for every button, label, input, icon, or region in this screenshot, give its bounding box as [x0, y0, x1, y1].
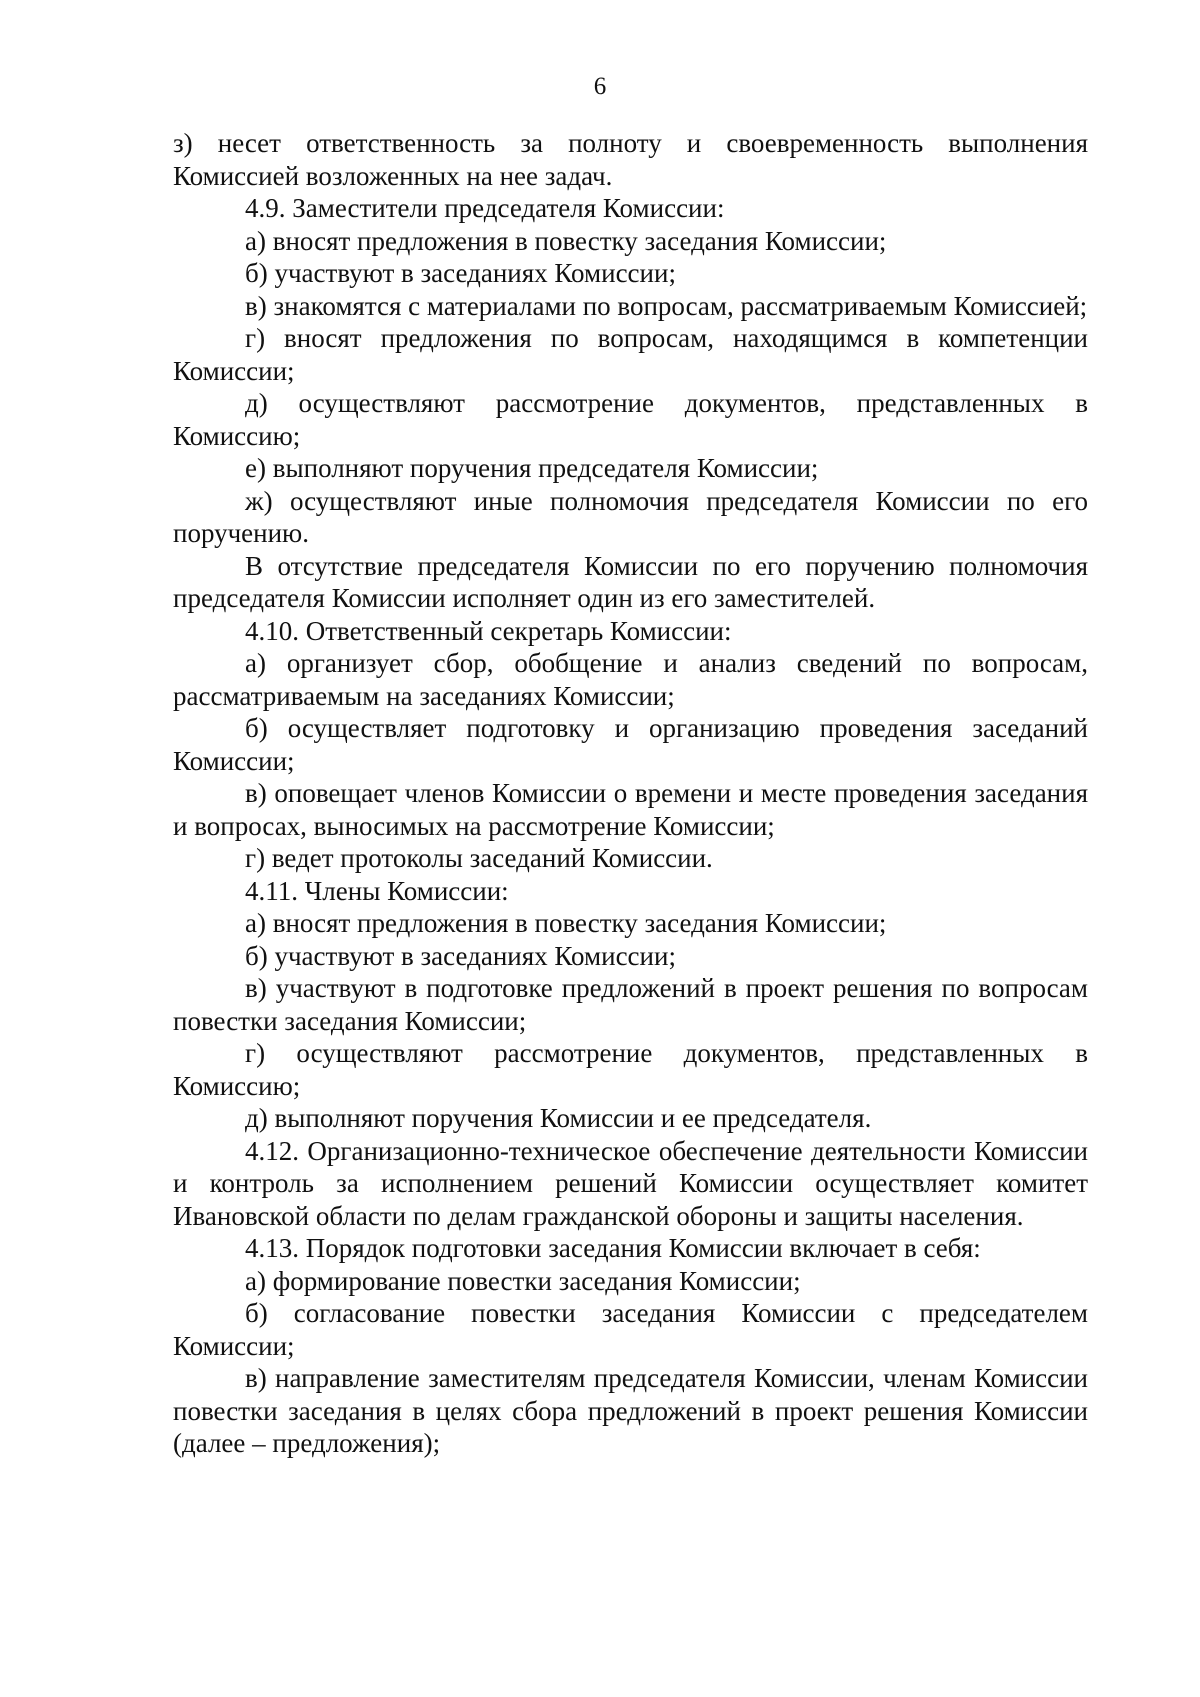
- paragraph: в) участвуют в подготовке предложений в проект решения по вопросам повестки заседания Комиссии;: [173, 973, 1088, 1036]
- paragraph: в) знакомятся с материалами по вопросам, рассматриваемым Комиссией;: [245, 290, 1088, 321]
- paragraph: а) вносят предложения в повестку заседания Комиссии;: [245, 225, 887, 256]
- paragraph: г) ведет протоколы заседаний Комиссии.: [245, 843, 713, 873]
- paragraph: 4.9. Заместители председателя Комиссии:: [245, 193, 725, 223]
- paragraph: в) оповещает членов Комиссии о времени и месте проведения заседания и вопросах, выносимых на рассмотрение Комиссии;: [173, 778, 1088, 841]
- paragraph: 4.11. Члены Комиссии:: [245, 875, 509, 906]
- document-body: [173, 127, 1088, 1460]
- paragraph: а) вносят предложения в повестку заседания Комиссии;: [245, 908, 887, 938]
- paragraph: 4.13. Порядок подготовки заседания Комиссии включает в себя:: [245, 1233, 981, 1263]
- paragraph: а) организует сбор, обобщение и анализ сведений по вопросам, рассматриваемым на заседаниях Комиссии;: [173, 648, 1088, 711]
- page-number: 6: [593, 73, 607, 100]
- paragraph: б) осуществляет подготовку и организацию проведения заседаний Комиссии;: [173, 713, 1088, 776]
- paragraph: г) вносят предложения по вопросам, находящимся в компетенции Комиссии;: [173, 323, 1088, 386]
- paragraph: 4.12. Организационно-техническое обеспечение деятельности Комиссии и контроль за исполнением решений Комиссии осуществляет комитет Ивановской области по делам гражданской обороны и защиты населения.: [173, 1135, 1088, 1231]
- paragraph: а) формирование повестки заседания Комиссии;: [245, 1265, 801, 1296]
- paragraph: е) выполняют поручения председателя Комиссии;: [245, 453, 819, 483]
- paragraph: ж) осуществляют иные полномочия председателя Комиссии по его поручению.: [173, 485, 1088, 548]
- paragraph: б) участвуют в заседаниях Комиссии;: [245, 940, 676, 971]
- paragraph: б) согласование повестки заседания Комиссии с председателем Комиссии;: [173, 1298, 1088, 1361]
- paragraph: д) выполняют поручения Комиссии и ее председателя.: [245, 1103, 872, 1133]
- paragraph: з) несет ответственность за полноту и своевременность выполнения Комиссией возложенных на нее задач.: [173, 128, 1088, 191]
- paragraph: 4.10. Ответственный секретарь Комиссии:: [245, 615, 732, 646]
- paragraph: г) осуществляют рассмотрение документов, представленных в Комиссию;: [173, 1038, 1088, 1101]
- paragraph: д) осуществляют рассмотрение документов, представленных в Комиссию;: [173, 388, 1088, 451]
- paragraph: б) участвуют в заседаниях Комиссии;: [245, 258, 676, 288]
- paragraph: в) направление заместителям председателя Комиссии, членам Комиссии повестки заседания в целях сбора предложений в проект решения Комиссии (далее – предложения);: [173, 1363, 1088, 1458]
- paragraph: В отсутствие председателя Комиссии по его поручению полномочия председателя Комиссии исполняет один из его заместителей.: [173, 550, 1088, 613]
